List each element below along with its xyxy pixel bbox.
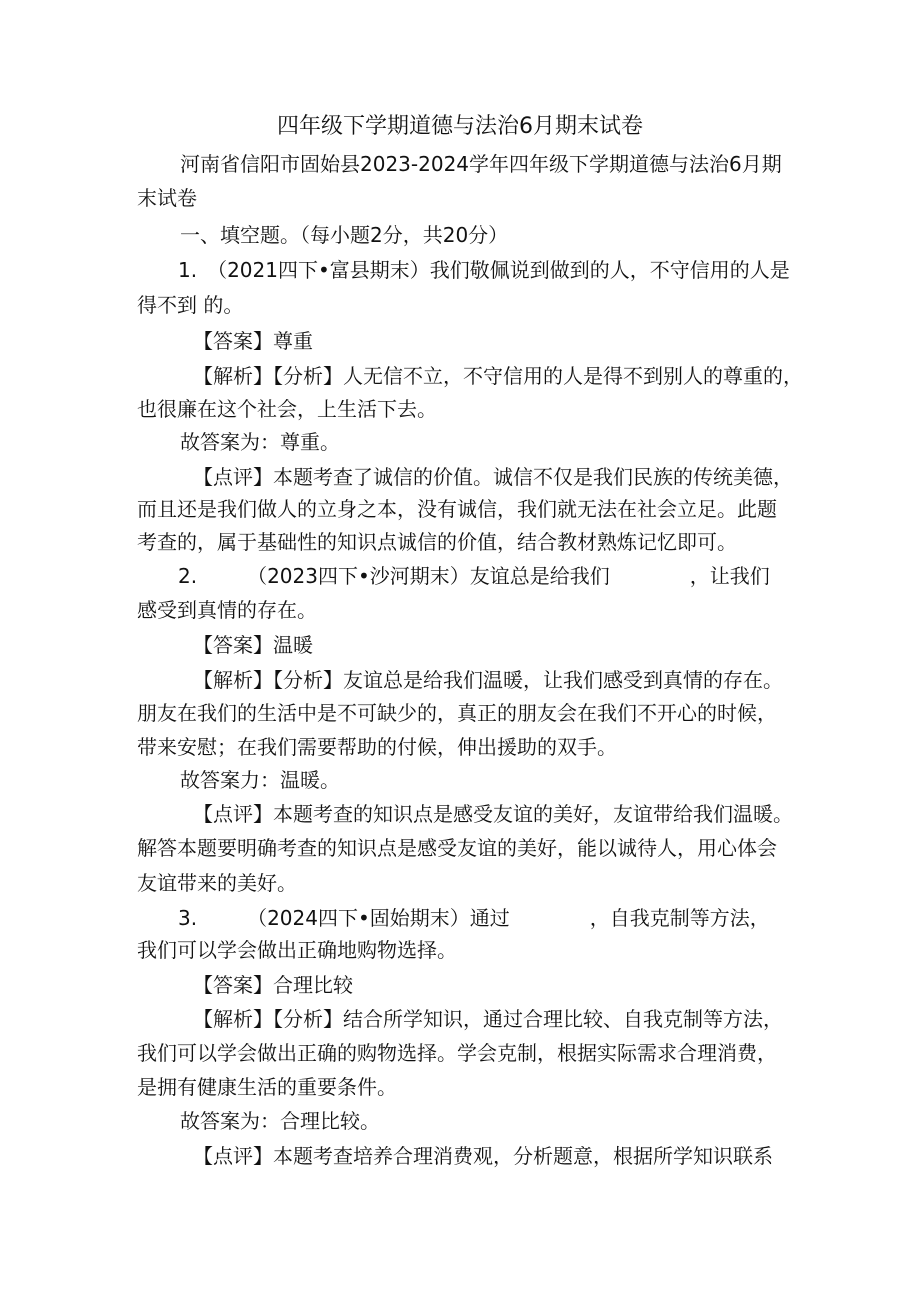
conclusion-3: 故答案为：合理比较。 bbox=[180, 1109, 380, 1133]
question-2-line-1: 2. （2023四下•沙河期末）友谊总是给我们 ，让我们 bbox=[178, 564, 770, 588]
section-heading: 一、填空题。（每小题2分，共20分） bbox=[180, 223, 509, 247]
conclusion-2: 故答案力：温暖。 bbox=[180, 768, 340, 792]
comment-2-line-3: 友谊带来的美好。 bbox=[137, 871, 297, 895]
analysis-2-line-3: 带来安慰；在我们需要帮助的付候，伸出援助的双手。 bbox=[137, 735, 617, 759]
analysis-2-line-1: 【解析】【分析】友谊总是给我们温暖，让我们感受到真情的存在。 bbox=[193, 668, 783, 692]
comment-1-line-2: 而且还是我们做人的立身之本，没有诚信，我们就无法在社会立足。此题 bbox=[137, 497, 777, 521]
analysis-1-line-1: 【解析】【分析】人无信不立，不守信用的人是得不到别人的尊重的， bbox=[193, 364, 803, 388]
comment-3-line-1: 【点评】本题考查培养合理消费观，分析题意，根据所学知识联系 bbox=[193, 1144, 773, 1168]
analysis-1-line-2: 也很廉在这个社会，上生活下去。 bbox=[137, 397, 437, 421]
comment-2-line-2: 解答本题要明确考查的知识点是感受友谊的美好，能以诚待人，用心体会 bbox=[137, 836, 777, 860]
conclusion-1: 故答案为：尊重。 bbox=[180, 430, 340, 454]
answer-2: 【答案】温暖 bbox=[193, 633, 313, 657]
question-3-line-1: 3. （2024四下•固始期末）通过 ，自我克制等方法， bbox=[178, 906, 770, 930]
answer-3: 【答案】合理比较 bbox=[193, 973, 353, 997]
analysis-3-line-1: 【解析】【分析】结合所学知识，通过合理比较、自我克制等方法， bbox=[193, 1007, 783, 1031]
analysis-3-line-3: 是拥有健康生活的重要条件。 bbox=[137, 1075, 397, 1099]
subtitle-line-2: 末试卷 bbox=[137, 186, 197, 210]
question-2-line-2: 感受到真情的存在。 bbox=[137, 598, 317, 622]
comment-1-line-1: 【点评】本题考查了诚信的价值。诚信不仅是我们民族的传统美德， bbox=[193, 465, 793, 489]
analysis-3-line-2: 我们可以学会做出正确的购物选择。学会克制，根据实际需求合理消费， bbox=[137, 1041, 777, 1065]
comment-1-line-3: 考查的，属于基础性的知识点诚信的价值，结合教材熟炼记忆即可。 bbox=[137, 530, 737, 554]
question-1-line-1: 1. （2021四下•富县期末）我们敬佩说到做到的人，不守信用的人是 bbox=[178, 258, 790, 282]
answer-1: 【答案】尊重 bbox=[193, 329, 313, 353]
page-title: 四年级下学期道德与法治6月期末试卷 bbox=[277, 114, 643, 139]
comment-2-line-1: 【点评】本题考查的知识点是感受友谊的美好，友谊带给我们温暖。 bbox=[193, 802, 793, 826]
subtitle-line-1: 河南省信阳市固始县2023-2024学年四年级下学期道德与法治6月期 bbox=[180, 152, 782, 176]
question-3-line-2: 我们可以学会做出正确地购物选择。 bbox=[137, 938, 457, 962]
question-1-line-2: 得不到 的。 bbox=[137, 293, 244, 317]
analysis-2-line-2: 朋友在我们的生活中是不可缺少的，真正的朋友会在我们不开心的时候， bbox=[137, 701, 777, 725]
